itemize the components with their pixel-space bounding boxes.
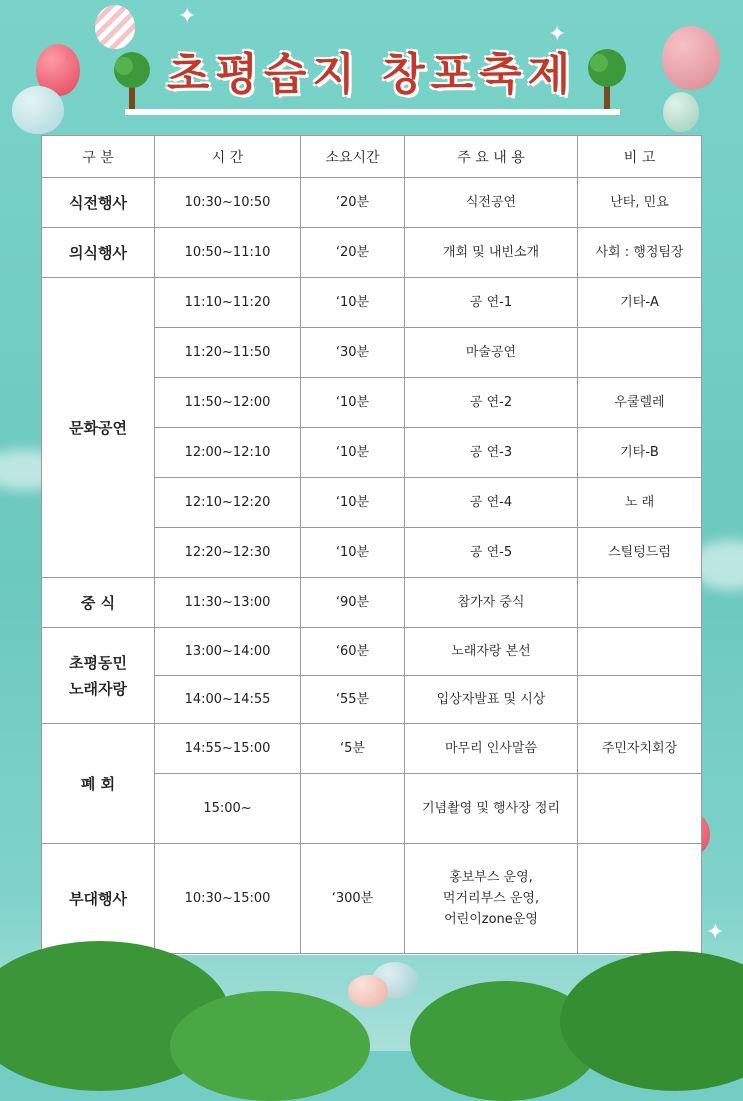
cell-duration: ‘10분 <box>301 528 405 578</box>
cell-note <box>578 578 702 628</box>
cell-time: 11:10~11:20 <box>155 278 301 328</box>
cell-duration: ‘10분 <box>301 378 405 428</box>
cell-content: 개회 및 내빈소개 <box>405 228 578 278</box>
cell-duration: ‘90분 <box>301 578 405 628</box>
header-content: 주 요 내 용 <box>405 136 578 178</box>
cell-time: 14:00~14:55 <box>155 676 301 724</box>
cell-content: 기념촬영 및 행사장 정리 <box>405 774 578 844</box>
table-row <box>42 578 702 628</box>
cell-content: 공 연-4 <box>405 478 578 528</box>
cell-time: 10:50~11:10 <box>155 228 301 278</box>
table-row <box>42 844 702 954</box>
cell-note: 기타-B <box>578 428 702 478</box>
table-header-row <box>42 136 702 178</box>
cell-category: 부대행사 <box>42 844 155 954</box>
cell-time: 10:30~10:50 <box>155 178 301 228</box>
cell-note <box>578 676 702 724</box>
cell-note: 주민자치회장 <box>578 724 702 774</box>
cell-content: 공 연-5 <box>405 528 578 578</box>
cell-time: 10:30~15:00 <box>155 844 301 954</box>
cell-content: 마무리 인사말씀 <box>405 724 578 774</box>
cell-duration: ‘20분 <box>301 228 405 278</box>
cell-time: 11:50~12:00 <box>155 378 301 428</box>
cell-time: 15:00~ <box>155 774 301 844</box>
cell-time: 12:10~12:20 <box>155 478 301 528</box>
table-row <box>42 228 702 278</box>
cell-time: 11:20~11:50 <box>155 328 301 378</box>
cell-duration: ‘30분 <box>301 328 405 378</box>
cell-note: 스틸텅드럼 <box>578 528 702 578</box>
cell-duration: ‘10분 <box>301 278 405 328</box>
cell-content: 공 연-3 <box>405 428 578 478</box>
cell-time: 12:20~12:30 <box>155 528 301 578</box>
cell-content: 식전공연 <box>405 178 578 228</box>
sparkle-icon: ✦ <box>706 920 725 945</box>
cell-category: 초평동민 노래자랑 <box>42 628 155 724</box>
cell-note: 기타-A <box>578 278 702 328</box>
cell-content: 마술공연 <box>405 328 578 378</box>
cell-note <box>578 774 702 844</box>
cell-duration: ‘20분 <box>301 178 405 228</box>
cell-note: 사회 : 행정팀장 <box>578 228 702 278</box>
cell-content: 참가자 중식 <box>405 578 578 628</box>
cell-note <box>578 844 702 954</box>
sparkle-icon: ✦ <box>178 4 197 29</box>
cell-note <box>578 628 702 676</box>
cell-note: 노 래 <box>578 478 702 528</box>
cell-content: 공 연-1 <box>405 278 578 328</box>
table-row <box>42 628 702 676</box>
cell-category: 폐 회 <box>42 724 155 844</box>
cell-duration: ‘10분 <box>301 428 405 478</box>
cell-time: 12:00~12:10 <box>155 428 301 478</box>
cell-content: 공 연-2 <box>405 378 578 428</box>
cell-content: 입상자발표 및 시상 <box>405 676 578 724</box>
cell-duration: ‘55분 <box>301 676 405 724</box>
balloon-decoration <box>348 975 388 1007</box>
header-time: 시 간 <box>155 136 301 178</box>
page-title: 초평습지 창포축제 <box>166 49 577 100</box>
cell-note <box>578 328 702 378</box>
table-row <box>42 178 702 228</box>
schedule-table <box>41 135 702 954</box>
cell-note: 난타, 민요 <box>578 178 702 228</box>
cell-time: 14:55~15:00 <box>155 724 301 774</box>
cell-duration: ‘60분 <box>301 628 405 676</box>
header-category: 구 분 <box>42 136 155 178</box>
cell-category: 중 식 <box>42 578 155 628</box>
cell-time: 13:00~14:00 <box>155 628 301 676</box>
cell-duration <box>301 774 405 844</box>
header-duration: 소요시간 <box>301 136 405 178</box>
cell-category: 의식행사 <box>42 228 155 278</box>
title-underline <box>125 109 620 115</box>
schedule-table-container <box>41 135 701 955</box>
cell-time: 11:30~13:00 <box>155 578 301 628</box>
cell-content: 노래자랑 본선 <box>405 628 578 676</box>
table-row <box>42 724 702 774</box>
sparkle-icon: ✦ <box>548 22 567 47</box>
header-note: 비 고 <box>578 136 702 178</box>
cell-category: 문화공연 <box>42 278 155 578</box>
cell-category: 식전행사 <box>42 178 155 228</box>
cell-duration: ‘300분 <box>301 844 405 954</box>
cell-duration: ‘10분 <box>301 478 405 528</box>
cell-duration: ‘5분 <box>301 724 405 774</box>
cell-note: 우쿨렐레 <box>578 378 702 428</box>
table-row <box>42 278 702 328</box>
foliage-decoration <box>170 991 370 1101</box>
cell-content: 홍보부스 운영, 먹거리부스 운영, 어린이zone운영 <box>405 844 578 954</box>
